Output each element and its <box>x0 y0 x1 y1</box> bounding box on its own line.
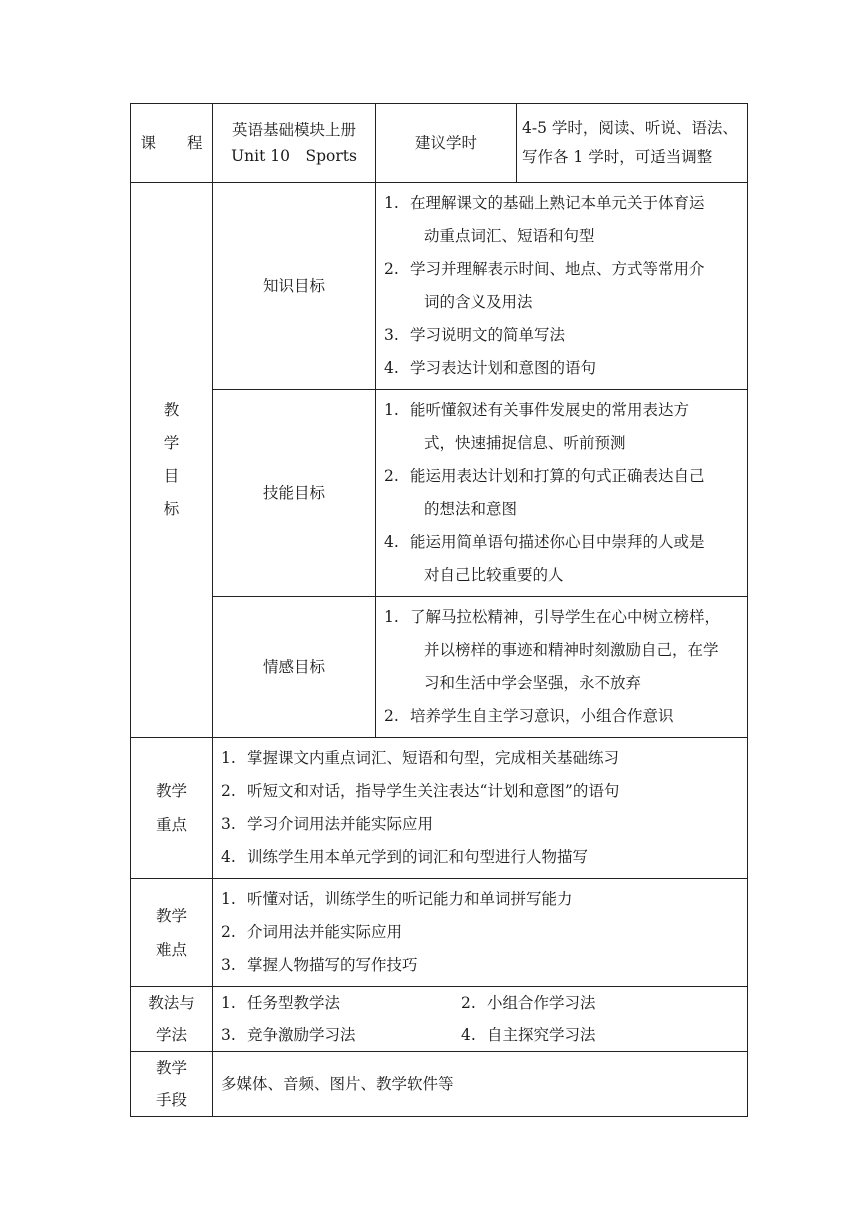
item-number: 2. <box>384 260 399 278</box>
item-number: 3. <box>221 1026 236 1044</box>
item-number: 4. <box>461 1026 476 1044</box>
difficulties-label-line1: 教学 <box>155 906 187 925</box>
skill-goal-row <box>131 390 748 597</box>
list-item <box>457 987 596 1019</box>
key-points-label-line2: 重点 <box>155 816 187 834</box>
means-text-value: 多媒体、音频、图片、教学软件等 <box>221 1075 454 1093</box>
list-item <box>217 987 457 1019</box>
means-label-line2: 手段 <box>155 1091 187 1109</box>
list-item <box>457 1019 596 1051</box>
methods-label-line2: 学法 <box>155 1026 187 1044</box>
course-name-line2: Unit 10 Sports <box>231 147 357 165</box>
goals-label-char-3: 目 <box>163 467 180 485</box>
hours-value <box>517 104 748 183</box>
means-label-line1: 教学 <box>155 1059 187 1077</box>
lesson-plan-table <box>130 103 748 1117</box>
item-text-cont: 词的含义及用法 <box>424 293 533 311</box>
item-number: 1. <box>221 749 236 767</box>
item-text: 能运用简单语句描述你心目中崇拜的人或是 <box>410 533 705 551</box>
difficulties-label <box>131 879 213 987</box>
list-item <box>380 460 747 526</box>
goals-label-char-1: 教 <box>163 401 180 419</box>
course-label-text: 课 程 <box>140 134 203 152</box>
means-text <box>213 1052 748 1117</box>
list-item <box>380 187 747 253</box>
list-item <box>217 775 747 808</box>
item-number: 2. <box>384 707 399 725</box>
emotion-goal-row <box>131 597 748 738</box>
methods-label <box>131 987 213 1052</box>
difficulties-row <box>131 879 748 987</box>
item-text: 学习说明文的简单写法 <box>410 326 566 344</box>
item-number: 4. <box>221 848 236 866</box>
list-item <box>380 319 747 352</box>
item-number: 2. <box>221 782 236 800</box>
key-points-label <box>131 738 213 879</box>
item-text: 学习介词用法并能实际应用 <box>247 815 434 833</box>
list-item <box>380 394 747 460</box>
list-item <box>217 742 747 775</box>
item-text: 任务型教学法 <box>247 994 341 1012</box>
list-item <box>380 601 747 700</box>
list-item <box>380 700 747 733</box>
methods-line-2 <box>217 1019 743 1051</box>
methods-label-line1: 教法与 <box>148 994 195 1012</box>
knowledge-goal-label-text: 知识目标 <box>262 277 325 295</box>
list-item <box>217 808 747 841</box>
item-text-cont: 并以榜样的事迹和精神时刻激励自己，在学 <box>424 641 719 659</box>
item-text: 训练学生用本单元学到的词汇和句型进行人物描写 <box>247 848 589 866</box>
difficulties-list <box>213 879 748 987</box>
key-points-row <box>131 738 748 879</box>
goals-label-char-4: 标 <box>163 500 180 518</box>
item-text-cont: 动重点词汇、短语和句型 <box>424 227 595 245</box>
item-text: 掌握人物描写的写作技巧 <box>247 956 418 974</box>
means-label <box>131 1052 213 1117</box>
list-item <box>217 916 747 949</box>
item-number: 1. <box>221 890 236 908</box>
key-points-list <box>213 738 748 879</box>
item-text-cont: 对自己比较重要的人 <box>424 566 564 584</box>
list-item <box>217 883 747 916</box>
knowledge-goal-label <box>213 183 376 390</box>
emotion-goal-label <box>213 597 376 738</box>
emotion-goal-label-text: 情感目标 <box>262 658 325 676</box>
goals-label <box>131 183 213 738</box>
list-item <box>380 253 747 319</box>
item-text: 培养学生自主学习意识，小组合作意识 <box>410 707 674 725</box>
methods-row <box>131 987 748 1052</box>
item-number: 4. <box>384 533 399 551</box>
difficulties-label-line2: 难点 <box>155 940 187 959</box>
skill-goal-list <box>376 390 748 597</box>
item-number: 1. <box>384 608 399 626</box>
goals-label-char-2: 学 <box>163 434 180 452</box>
item-text: 能听懂叙述有关事件发展史的常用表达方 <box>410 401 690 419</box>
key-points-label-line1: 教学 <box>155 782 187 800</box>
item-text: 听短文和对话，指导学生关注表达“计划和意图”的语句 <box>247 782 620 800</box>
list-item <box>380 352 747 385</box>
item-number: 2. <box>384 467 399 485</box>
item-number: 3. <box>221 956 236 974</box>
item-text: 小组合作学习法 <box>487 994 596 1012</box>
item-number: 1. <box>384 401 399 419</box>
course-label <box>131 104 213 183</box>
item-text-cont: 式，快速捕捉信息、听前预测 <box>424 434 626 452</box>
list-item <box>217 1019 457 1051</box>
item-text: 了解马拉松精神，引导学生在心中树立榜样， <box>410 608 721 626</box>
item-text: 自主探究学习法 <box>487 1026 596 1044</box>
hours-label-text: 建议学时 <box>414 134 477 152</box>
item-number: 2. <box>221 923 236 941</box>
skill-goal-label-text: 技能目标 <box>262 484 325 502</box>
course-name-line1: 英语基础模块上册 <box>231 121 356 139</box>
item-number: 4. <box>384 359 399 377</box>
item-number: 1. <box>221 994 236 1012</box>
item-number: 2. <box>461 994 476 1012</box>
hours-label <box>376 104 517 183</box>
item-text: 能运用表达计划和打算的句式正确表达自己 <box>410 467 705 485</box>
methods-line-1 <box>217 987 743 1019</box>
item-number: 3. <box>384 326 399 344</box>
course-row <box>131 104 748 183</box>
item-text: 听懂对话，训练学生的听记能力和单词拼写能力 <box>247 890 573 908</box>
item-text: 在理解课文的基础上熟记本单元关于体育运 <box>410 194 705 212</box>
item-text-cont: 习和生活中学会坚强，永不放弃 <box>424 674 642 692</box>
list-item <box>217 949 747 982</box>
knowledge-goal-list <box>376 183 748 390</box>
list-item <box>217 841 747 874</box>
item-text: 介词用法并能实际应用 <box>247 923 403 941</box>
means-row <box>131 1052 748 1117</box>
item-text-cont: 的想法和意图 <box>424 500 518 518</box>
emotion-goal-list <box>376 597 748 738</box>
item-number: 1. <box>384 194 399 212</box>
knowledge-goal-row <box>131 183 748 390</box>
methods-list <box>213 987 748 1052</box>
item-text: 学习并理解表示时间、地点、方式等常用介 <box>410 260 705 278</box>
item-number: 3. <box>221 815 236 833</box>
course-name <box>213 104 376 183</box>
item-text: 掌握课文内重点词汇、短语和句型，完成相关基础练习 <box>247 749 620 767</box>
skill-goal-label <box>213 390 376 597</box>
item-text: 竞争激励学习法 <box>247 1026 356 1044</box>
list-item <box>380 526 747 592</box>
item-text: 学习表达计划和意图的语句 <box>410 359 597 377</box>
hours-value-text: 4-5 学时，阅读、听说、语法、写作各 1 学时，可适当调整 <box>522 119 738 166</box>
